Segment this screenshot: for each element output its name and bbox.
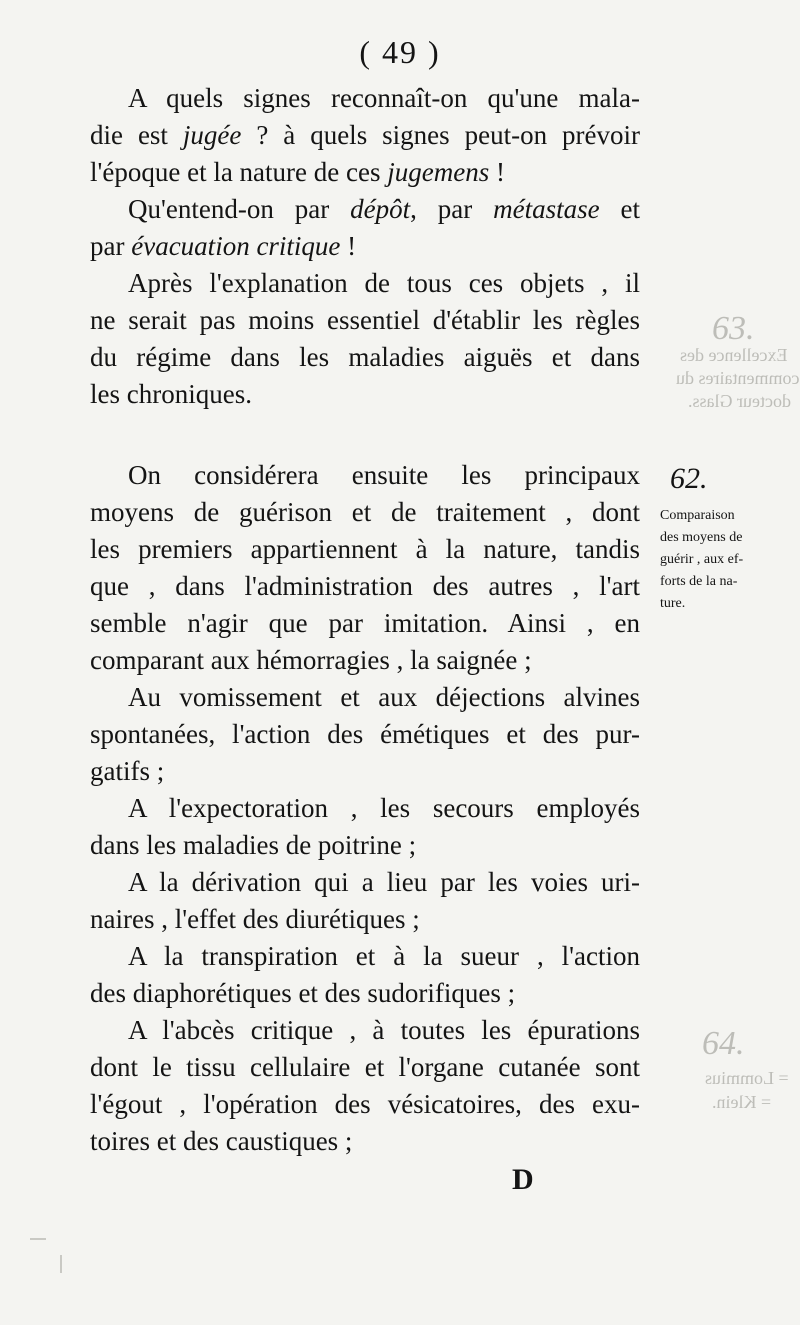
text-line: [128, 265, 640, 301]
text-line: [90, 1086, 640, 1122]
bleed-through-note-2: commentaires du: [676, 368, 800, 388]
text-run: On considérera ensuite les principaux: [128, 460, 640, 490]
text-line: [90, 302, 640, 338]
text-run: Après l'explanation de tous ces objets , il: [128, 268, 640, 298]
text-run: A l'expectoration , les secours employés: [128, 793, 640, 823]
text-line: [90, 154, 640, 190]
text-line: [128, 790, 640, 826]
text-line: [90, 827, 640, 863]
text-run: ne serait pas moins essentiel d'établir les règles: [90, 305, 640, 335]
text-run: A la transpiration et à la sueur , l'action: [128, 941, 640, 971]
text-line: [90, 716, 640, 752]
text-run: l'époque et la nature de ces: [90, 157, 388, 187]
text-run: du régime dans les maladies aiguës et dans: [90, 342, 640, 372]
text-run: A quels signes reconnaît-on qu'une mala-: [128, 83, 640, 113]
text-run: l'égout , l'opération des vésicatoires, des exu-: [90, 1089, 640, 1119]
italic-term: jugée: [182, 120, 242, 150]
page-number: ( 49 ): [359, 34, 441, 70]
text-line: [90, 531, 640, 567]
text-line: [90, 1123, 640, 1159]
text-run: !: [340, 231, 357, 261]
text-run: et: [599, 194, 640, 224]
text-run: que , dans l'administration des autres , l'art: [90, 571, 640, 601]
text-run: ? à quels signes peut-on prévoir: [241, 120, 640, 150]
text-run: Au vomissement et aux déjections alvines: [128, 682, 640, 712]
italic-term: jugemens: [387, 157, 490, 187]
text-run: naires , l'effet des diurétiques ;: [90, 904, 420, 934]
text-line: [90, 605, 640, 641]
bleed-through-note-1: Excellence des: [680, 345, 788, 365]
text-run: des diaphorétiques et des sudorifiques ;: [90, 978, 516, 1008]
margin-note-line: Comparaison: [660, 508, 735, 523]
text-run: semble n'agir que par imitation. Ainsi , en: [90, 608, 640, 638]
text-run: par: [90, 231, 132, 261]
text-run: spontanées, l'action des émétiques et des pur-: [90, 719, 640, 749]
text-line: [90, 376, 640, 412]
bleed-through-note-5: = Klein.: [712, 1092, 772, 1112]
text-run: gatifs ;: [90, 756, 165, 786]
margin-section-number: 62.: [670, 462, 708, 495]
text-run: dans les maladies de poitrine ;: [90, 830, 417, 860]
text-line: [90, 642, 640, 678]
page-edge-mark-2: [60, 1255, 62, 1273]
text-line: [90, 339, 640, 375]
bleed-through-mark-64: 64.: [702, 1025, 745, 1062]
margin-note-line: forts de la na-: [660, 574, 738, 589]
text-run: dont le tissu cellulaire et l'organe cutanée sont: [90, 1052, 640, 1082]
page-edge-mark: [30, 1238, 46, 1240]
text-run: !: [489, 157, 505, 187]
text-line: [90, 901, 640, 937]
text-line: [128, 864, 640, 900]
text-run: A l'abcès critique , à toutes les épurations: [128, 1015, 640, 1045]
text-run: toires et des caustiques ;: [90, 1126, 353, 1156]
text-line: [90, 228, 640, 264]
italic-term: métastase: [493, 194, 600, 224]
text-run: moyens de guérison et de traitement , dont: [90, 497, 640, 527]
text-line: [128, 938, 640, 974]
text-run: Qu'entend-on par: [128, 194, 351, 224]
text-line: [128, 191, 640, 227]
text-run: die est: [90, 120, 183, 150]
bleed-through-note-3: docteur Glass.: [688, 391, 791, 411]
margin-note: [660, 505, 795, 615]
text-run: , par: [410, 194, 494, 224]
text-run: les premiers appartiennent à la nature, tandis: [90, 534, 640, 564]
margin-note-line: ture.: [660, 596, 686, 611]
text-line: [90, 494, 640, 530]
text-line: [90, 975, 640, 1011]
text-line: [128, 457, 640, 493]
bleed-through-note-4: = Lommius: [705, 1068, 789, 1088]
margin-note-line: guérir , aux ef-: [660, 552, 744, 567]
text-line: [128, 679, 640, 715]
text-line: [90, 1049, 640, 1085]
signature-mark: D: [512, 1163, 534, 1196]
text-line: [128, 80, 640, 116]
italic-term: dépôt: [350, 194, 411, 224]
text-line: [90, 568, 640, 604]
text-line: [90, 117, 640, 153]
text-run: les chroniques.: [90, 379, 252, 409]
text-line: [128, 1012, 640, 1048]
bleed-through-mark-63: 63.: [712, 310, 755, 347]
margin-note-line: des moyens de: [660, 530, 743, 545]
text-line: [90, 753, 640, 789]
text-run: A la dérivation qui a lieu par les voies uri-: [128, 867, 640, 897]
text-run: comparant aux hémorragies , la saignée ;: [90, 645, 532, 675]
italic-term: évacuation critique: [131, 231, 341, 261]
